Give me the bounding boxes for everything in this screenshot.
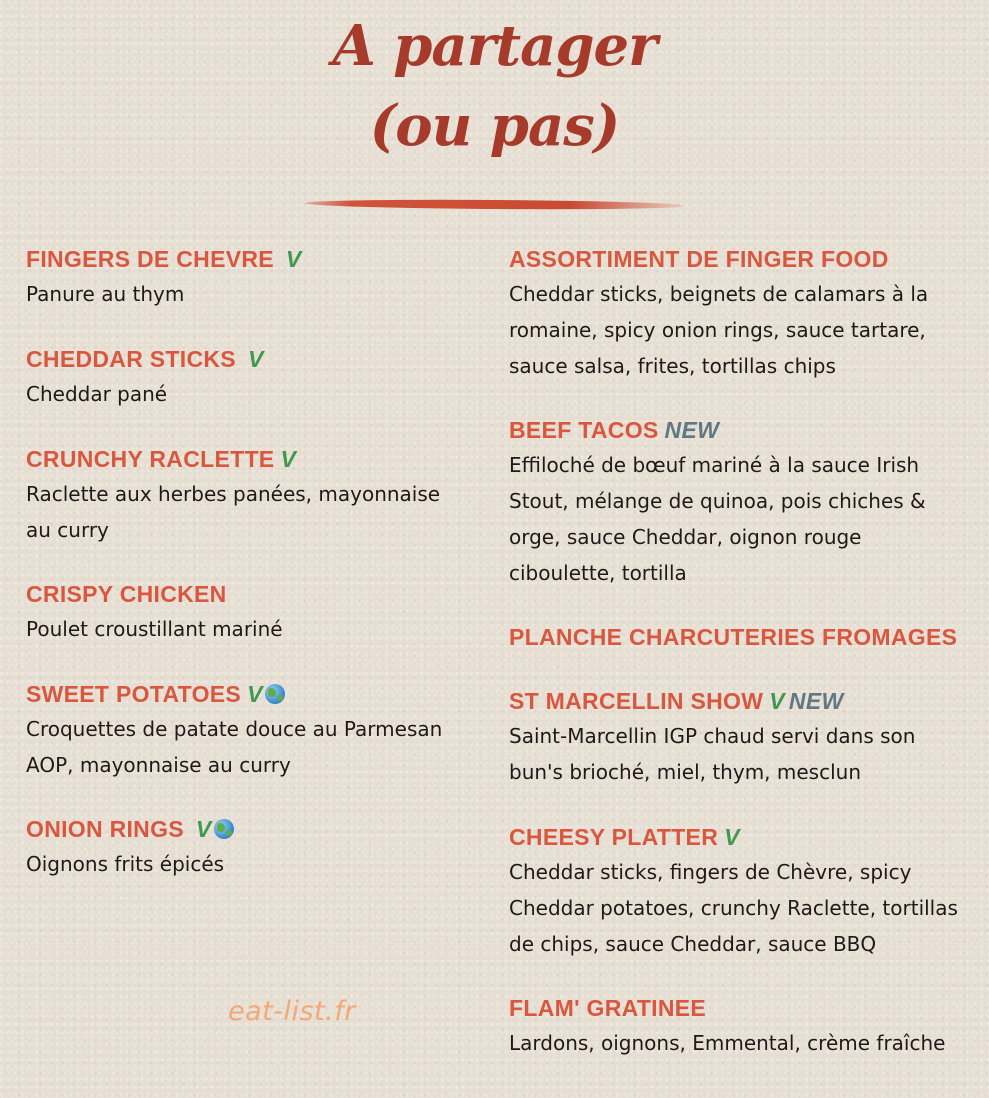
menu-item-assortiment-finger-food xyxy=(509,244,949,384)
menu-item-st-marcellin-show xyxy=(509,686,949,790)
menu-item-crunchy-raclette xyxy=(26,444,466,548)
menu-item-crispy-chicken xyxy=(26,579,466,647)
item-name: FLAM' GRATINEE xyxy=(509,995,707,1021)
vegetarian-badge: V xyxy=(769,688,785,714)
item-name: ONION RINGS xyxy=(26,816,184,842)
item-description: Oignons frits épicés xyxy=(26,852,225,876)
item-name: FINGERS DE CHEVRE xyxy=(26,246,274,272)
menu-title: A partager xyxy=(332,13,657,79)
menu-item-cheddar-sticks xyxy=(26,344,466,412)
item-name: CHEDDAR STICKS xyxy=(26,346,236,372)
item-description: Raclette aux herbes panées, mayonnaise au curry xyxy=(26,482,441,542)
vegetarian-badge: V xyxy=(247,681,263,707)
item-description: Croquettes de patate douce au Parmesan AOP, mayonnaise au curry xyxy=(26,717,443,777)
item-description: Saint-Marcellin IGP chaud servi dans son bun's brioché, miel, thym, mesclun xyxy=(509,724,916,784)
watermark: eat-list.fr xyxy=(228,996,356,1027)
menu-item-flam-gratinee xyxy=(509,993,959,1061)
item-description: Cheddar pané xyxy=(26,382,168,406)
new-badge: NEW xyxy=(788,688,844,714)
title-underline xyxy=(305,199,685,211)
item-description: Cheddar sticks, fingers de Chèvre, spicy Cheddar potatoes, crunchy Raclette, tortillas de chips, sauce Cheddar, sauce BBQ xyxy=(509,860,958,956)
item-name: BEEF TACOS xyxy=(509,417,659,443)
item-description: Poulet croustillant mariné xyxy=(26,617,283,641)
item-description: Effiloché de bœuf mariné à la sauce Irish Stout, mélange de quinoa, pois chiches & orge, sauce Cheddar, oignon rouge ciboulette, tortilla xyxy=(509,453,926,585)
vegetarian-badge: V xyxy=(285,246,302,272)
vegetarian-badge: V xyxy=(280,446,297,472)
vegetarian-badge: V xyxy=(247,346,264,372)
item-name: ST MARCELLIN SHOW xyxy=(509,688,764,714)
vegetarian-badge: V xyxy=(195,816,212,842)
item-name: PLANCHE CHARCUTERIES FROMAGES xyxy=(509,624,958,650)
item-description: Cheddar sticks, beignets de calamars à la romaine, spicy onion rings, sauce tartare, sauce salsa, frites, tortillas chips xyxy=(509,282,929,378)
item-name: ASSORTIMENT DE FINGER FOOD xyxy=(509,246,889,272)
new-badge: NEW xyxy=(664,417,720,443)
item-description: Lardons, oignons, Emmental, crème fraîche xyxy=(509,1031,946,1055)
menu-item-fingers-de-chevre xyxy=(26,244,466,312)
menu-item-onion-rings xyxy=(26,814,466,882)
menu-subtitle: (ou pas) xyxy=(369,93,620,159)
item-name: SWEET POTATOES xyxy=(26,681,242,707)
globe-icon xyxy=(214,819,234,839)
item-name: CRUNCHY RACLETTE xyxy=(26,446,275,472)
globe-icon xyxy=(265,684,285,704)
item-name: CRISPY CHICKEN xyxy=(26,581,227,607)
menu-item-sweet-potatoes xyxy=(26,679,466,783)
vegetarian-badge: V xyxy=(724,824,740,850)
item-description: Panure au thym xyxy=(26,282,185,306)
menu-item-planche-charcuteries-fromages xyxy=(509,622,969,652)
menu-item-cheesy-platter xyxy=(509,822,959,962)
item-name: CHEESY PLATTER xyxy=(509,824,719,850)
menu-item-beef-tacos xyxy=(509,415,964,591)
